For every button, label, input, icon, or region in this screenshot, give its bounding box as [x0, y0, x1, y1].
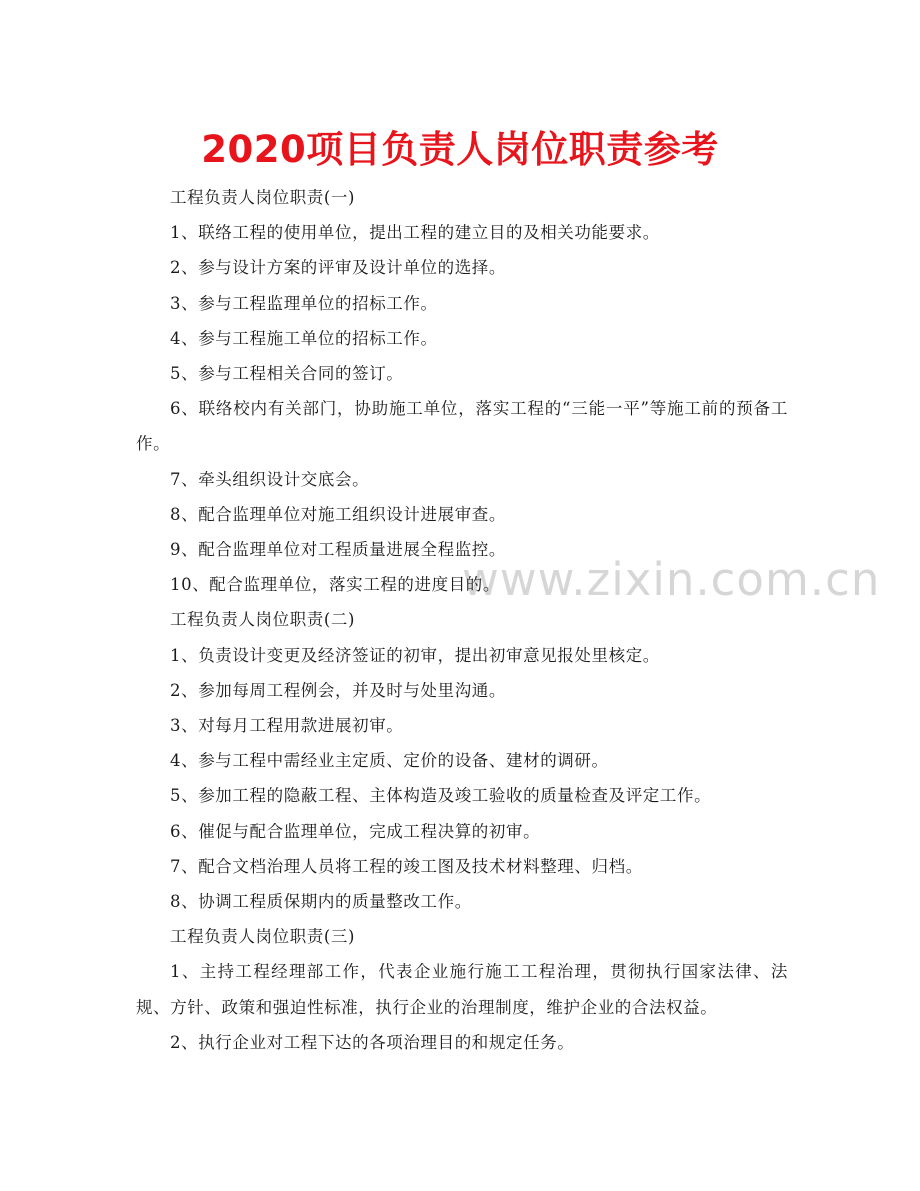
paragraph: 2、执行企业对工程下达的各项治理目的和规定任务。: [170, 1032, 575, 1052]
document-body: [136, 180, 788, 1060]
paragraph: 8、配合监理单位对施工组织设计进展审查。: [170, 504, 506, 524]
paragraph: 1、联络工程的使用单位，提出工程的建立目的及相关功能要求。: [170, 223, 660, 243]
page-title: 2020项目负责人岗位职责参考: [201, 128, 719, 171]
paragraph: 2、参加每周工程例会，并及时与处里沟通。: [170, 680, 506, 700]
section-heading-1: 工程负责人岗位职责(一): [170, 188, 356, 207]
paragraph: 6、联络校内有关部门，协助施工单位，落实工程的“三能一平”等施工前的预备工作。: [136, 399, 788, 454]
paragraph: 4、参与工程中需经业主定质、定价的设备、建材的调研。: [170, 751, 609, 771]
paragraph: 8、协调工程质保期内的质量整改工作。: [170, 892, 472, 912]
paragraph: 4、参与工程施工单位的招标工作。: [170, 328, 438, 348]
paragraph: 7、配合文档治理人员将工程的竣工图及技术材料整理、归档。: [170, 856, 643, 876]
section-heading-2: 工程负责人岗位职责(二): [170, 610, 356, 630]
section-heading-3: 工程负责人岗位职责(三): [170, 927, 356, 947]
watermark: www.zixin.com.cn: [462, 553, 881, 606]
paragraph: 5、参加工程的隐蔽工程、主体构造及竣工验收的质量检查及评定工作。: [170, 786, 712, 806]
paragraph: 9、配合监理单位对工程质量进展全程监控。: [170, 540, 506, 560]
paragraph: 10、配合监理单位，落实工程的进度目的。: [170, 575, 500, 595]
paragraph: 1、主持工程经理部工作，代表企业施行施工工程治理，贯彻执行国家法律、法规、方针、政策和强迫性标准，执行企业的治理制度，维护企业的合法权益。: [136, 962, 788, 1017]
paragraph: 2、参与设计方案的评审及设计单位的选择。: [170, 258, 506, 278]
paragraph: 7、牵头组织设计交底会。: [170, 469, 370, 489]
paragraph: 3、对每月工程用款进展初审。: [170, 716, 404, 736]
paragraph: 1、负责设计变更及经济签证的初审，提出初审意见报处里核定。: [170, 645, 660, 665]
paragraph: 5、参与工程相关合同的签订。: [170, 364, 404, 384]
paragraph: 3、参与工程监理单位的招标工作。: [170, 293, 438, 313]
paragraph: 6、催促与配合监理单位，完成工程决算的初审。: [170, 821, 541, 841]
